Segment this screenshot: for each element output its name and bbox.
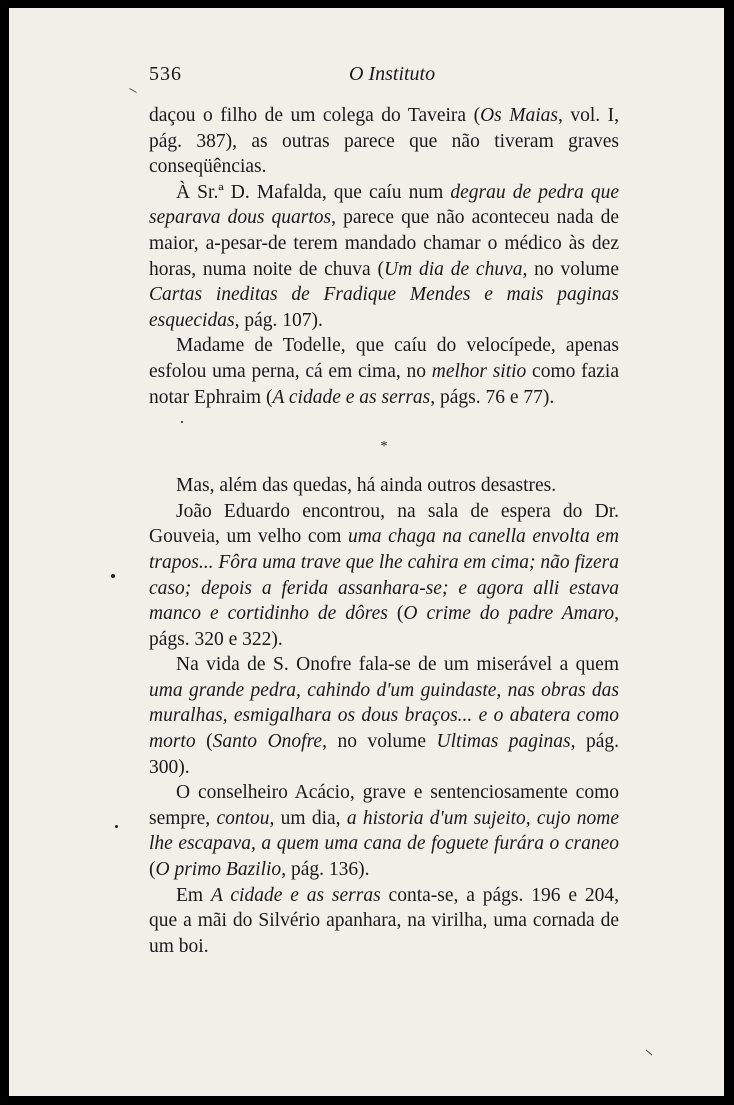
italic-text: Um dia de chuva [383, 258, 523, 280]
text-run: , vol. I, pág. 387), as outras parece que não tiveram graves conseqüências. [149, 105, 619, 178]
text-run: ( [387, 603, 404, 625]
text-run: Madame de Todelle, que caíu do velocípede, apenas esfolou uma perna, cá em cima, no [149, 335, 619, 382]
italic-text: uma grande pedra, cahindo d'um guindaste, nas obras das muralhas, esmigalhara os dous braços... e o abatera como morto [149, 679, 619, 753]
italic-text: contou [216, 807, 270, 829]
text-run: , parece que não aconteceu nada de maior, a-pesar-de terem mandado chamar o médico às dez horas, numa noite de chuva ( [149, 207, 619, 280]
text-run: , um dia, [269, 807, 347, 829]
page-header [149, 63, 469, 93]
italic-text: a historia d'um sujeito, cujo nome lhe escapava, a quem uma cana de foguete furára o craneo [149, 807, 619, 855]
italic-text: O primo Bazilio [155, 859, 282, 881]
running-head: O Instituto [349, 63, 436, 85]
book-page [9, 8, 724, 1096]
paragraph-p4 [149, 473, 619, 499]
scan-mark [129, 88, 136, 93]
paragraph-p3 [149, 333, 619, 410]
text-run: ( [195, 731, 213, 753]
text-run: ( [149, 859, 156, 881]
scan-speck [111, 574, 115, 578]
text-run: Mas, além das quedas, há ainda outros desastres. [176, 475, 557, 497]
italic-text: Ultimas paginas [436, 731, 571, 753]
paragraph-p5 [149, 499, 619, 653]
text-run: Em [176, 884, 211, 906]
italic-text: Santo Onofre [212, 731, 323, 753]
scan-speck [181, 421, 183, 423]
italic-text: A cidade e as serras [272, 386, 431, 408]
section-break-asterism: * [380, 439, 388, 455]
text-run: conta-se, a págs. 196 e 204, que a mãi do Silvério apanhara, na virilha, uma cornada de um boi. [149, 884, 619, 957]
text-run: , pág. 107). [234, 309, 323, 331]
text-run: , págs. 76 e 77). [430, 386, 555, 408]
paragraph-p1 [149, 103, 619, 180]
section-spacer [149, 410, 619, 427]
paragraph-p8 [149, 883, 619, 960]
text-run: daçou o filho de um colega do Taveira ( [149, 105, 481, 126]
text-run: , pág. 136). [281, 859, 370, 881]
italic-text: O crime do padre Amaro [403, 603, 615, 625]
body-text [149, 103, 619, 959]
text-run: À Sr.ª D. Mafalda, que caíu num [176, 181, 451, 203]
italic-text: A cidade e as serras [210, 884, 381, 906]
italic-text: degrau de pedra que separava dous quartos [149, 181, 619, 229]
text-run: , págs. 320 e 322). [149, 603, 620, 650]
scan-speck [115, 825, 118, 828]
italic-text: Os Maias [480, 105, 558, 126]
text-run: João Eduardo encontrou, na sala de espera do Dr. Gouveia, um velho com [149, 500, 619, 548]
text-run: como fazia notar Ephraim ( [149, 360, 619, 408]
italic-text: melhor sitio [431, 360, 527, 382]
text-run: , pág. 300). [149, 731, 620, 778]
italic-text: Cartas ineditas de Fradique Mendes e mais paginas esquecidas [149, 284, 619, 331]
scan-mark [646, 1050, 653, 1056]
paragraph-p7 [149, 780, 619, 882]
text-run: , no volume [522, 258, 619, 280]
text-run: O conselheiro Acácio, grave e sentenciosamente como sempre, [149, 782, 619, 829]
paragraph-p6 [149, 652, 619, 780]
text-run: Na vida de S. Onofre fala-se de um miserável a quem [176, 654, 619, 676]
italic-text: uma chaga na canella envolta em trapos... Fôra uma trave que lhe cahira em cima; não fizera caso; depois a ferida assanhara-se; e agora alli estava manco e cortidinho de dôres [149, 526, 620, 625]
page-number: 536 [149, 63, 182, 85]
text-run: , no volume [322, 731, 437, 753]
paragraph-p2 [149, 180, 619, 334]
